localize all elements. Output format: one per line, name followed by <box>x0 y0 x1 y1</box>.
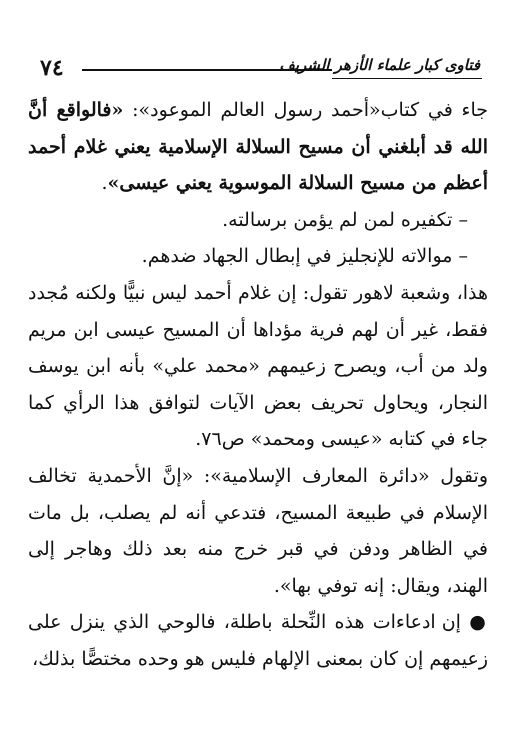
paragraph-quote-ahmad <box>28 92 488 202</box>
paragraph-text: إن ادعاءات هذه النِّحلة باطلة، فالوحي الذي ينزل على زعيمهم إن كان بمعنى الإلهام فليس هو وحده مختصًّا بذلك، <box>28 611 488 670</box>
page-header <box>30 50 484 90</box>
paragraph-text: . <box>101 172 108 195</box>
paragraph-claims <box>28 604 488 677</box>
page-number: ٧٤ <box>40 55 64 81</box>
list-item: – موالاته للإنجليز في إبطال الجهاد ضدهم. <box>141 245 468 268</box>
bullet-icon: ● <box>469 611 488 634</box>
running-title: فتاوى كبار علماء الأزهر الشريف <box>279 56 480 74</box>
body-text <box>28 92 488 678</box>
list-item: – تكفيره لمن لم يؤمن برسالته. <box>222 208 468 231</box>
title-underline <box>332 78 482 79</box>
quoted-text: «فالواقع أنَّ الله قد أبلغني أن مسيح السلالة الإسلامية يعني غلام أحمد أعظم من مسيح السلالة الموسوية يعني عيسى» <box>28 99 488 195</box>
paragraph-encyclopedia: وتقول «دائرة المعارف الإسلامية»: «إنَّ الأحمدية تخالف الإسلام في طبيعة المسيح، فتدعي أنه لم يصلب، بل مات في الظاهر ودفن في قبر خرج منه بعد ذلك وهاجر إلى الهند، ويقال: إنه توفي بها». <box>28 464 488 597</box>
paragraph-text: جاء في كتاب«أحمد رسول العالم الموعود»: <box>123 99 489 121</box>
paragraph-lahore: هذا، وشعبة لاهور تقول: إن غلام أحمد ليس نبيًّا ولكنه مُجدد فقط، غير أن لهم فرية مؤداها أن المسيح عيسى ابن مريم ولد من أب، ويصرح زعيمهم «محمد علي» بأنه ابن يوسف النجار، ويحاول تحريف بعض الآيات لتوافق هذا الرأي كما جاء في كتابه «عيسى ومحمد» ص٧٦. <box>28 281 488 451</box>
